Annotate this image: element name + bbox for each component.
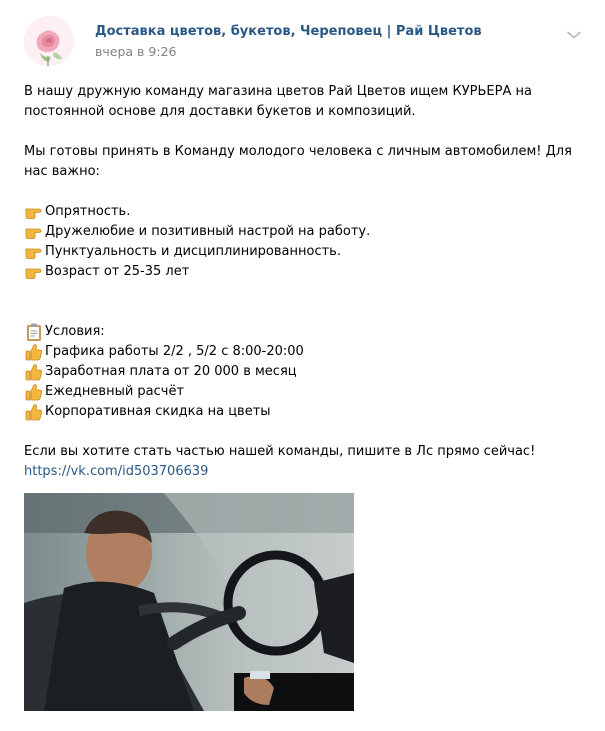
thumbs-up-icon <box>24 362 44 382</box>
man-driving-car-photo[interactable] <box>24 493 354 711</box>
intro-line-1: В нашу дружную команду магазина цветов Рай Цветов ищем КУРЬЕРА на <box>24 84 532 99</box>
thumbs-up-icon <box>24 402 44 422</box>
condition-item: Заработная плата от 20 000 в месяц <box>24 362 584 382</box>
post-timestamp[interactable]: вчера в 9:26 <box>95 44 177 59</box>
intro-line-2: постоянной основе для доставки букетов и композиций. <box>24 104 416 119</box>
profile-link[interactable]: https://vk.com/id503706639 <box>24 464 209 479</box>
requirement-item: Возраст от 25-35 лет <box>24 262 584 282</box>
requirement-item: Пунктуальность и дисциплинированность. <box>24 242 584 262</box>
condition-item: Корпоративная скидка на цветы <box>24 402 584 422</box>
condition-item: Ежедневный расчёт <box>24 382 584 402</box>
requirement-intro-line-1: Мы готовы принять в Команду молодого человека с личным автомобилем! Для <box>24 144 572 159</box>
condition-item: Графика работы 2/2 , 5/2 с 8:00-20:00 <box>24 342 584 362</box>
post-text <box>24 82 584 482</box>
post-header <box>24 16 584 66</box>
closing-text: Если вы хотите стать частью нашей команды, пишите в Лс прямо сейчас! <box>24 444 536 459</box>
chevron-down-icon[interactable] <box>565 26 583 44</box>
rose-avatar-icon[interactable] <box>24 16 74 66</box>
requirement-item: Опрятность. <box>24 202 584 222</box>
clipboard-icon <box>24 322 44 342</box>
post-author-link[interactable]: Доставка цветов, букетов, Череповец | Рай Цветов <box>95 24 482 39</box>
pointing-hand-icon <box>24 222 44 242</box>
pointing-hand-icon <box>24 262 44 282</box>
pointing-hand-icon <box>24 242 44 262</box>
pointing-hand-icon <box>24 202 44 222</box>
thumbs-up-icon <box>24 342 44 362</box>
thumbs-up-icon <box>24 382 44 402</box>
requirement-intro-line-2: нас важно: <box>24 164 100 179</box>
requirement-item: Дружелюбие и позитивный настрой на работу. <box>24 222 584 242</box>
conditions-heading: Условия: <box>24 322 584 342</box>
